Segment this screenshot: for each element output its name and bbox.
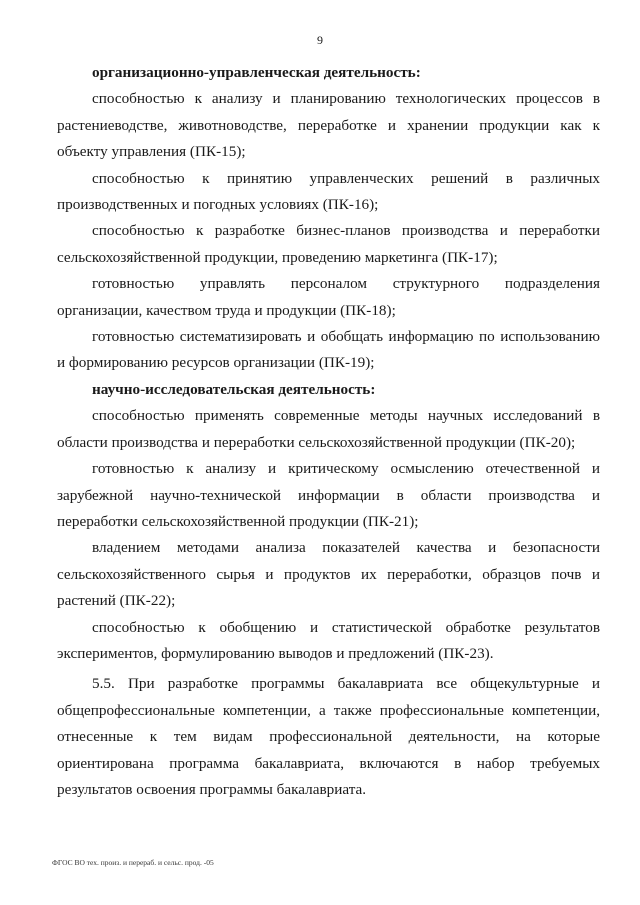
page-body	[57, 60, 600, 803]
section-heading-organizational: организационно-управленческая деятельность:	[92, 64, 421, 81]
competence-item-pk20: способностью применять современные методы научных исследований в области производства и переработки сельскохозяйственной продукции (ПК-20);	[57, 407, 600, 451]
section-heading-research: научно-исследовательская деятельность:	[92, 380, 376, 398]
competence-item-pk15: способностью к анализу и планированию технологических процессов в растениеводстве, животноводстве, переработке и хранении продукции как к объекту управления (ПК-15);	[57, 90, 600, 161]
competence-item-pk22: владением методами анализа показателей качества и безопасности сельскохозяйственного сырья и продуктов их переработки, образцов почв и растений (ПК-22);	[57, 539, 600, 610]
competence-item-pk18: готовностью управлять персоналом структурного подразделения организации, качеством труда и продукции (ПК-18);	[57, 275, 600, 319]
competence-item-pk21: готовностью к анализу и критическому осмыслению отечественной и зарубежной научно-технической информации в области производства и переработки сельскохозяйственной продукции (ПК-21);	[57, 460, 600, 530]
page-number: 9	[317, 33, 323, 47]
competence-item-pk16: способностью к принятию управленческих решений в различных производственных и погодных условиях (ПК-16);	[57, 169, 600, 214]
competence-item-pk17: способностью к разработке бизнес-планов производства и переработки сельскохозяйственной продукции, проведению маркетинга (ПК-17);	[57, 222, 600, 266]
competence-item-pk23: способностью к обобщению и статистической обработке результатов экспериментов, формулированию выводов и предложений (ПК-23).	[57, 618, 600, 662]
section-5-5-paragraph: 5.5. При разработке программы бакалавриата все общекультурные и общепрофессиональные компетенции, а также профессиональные компетенции, отнесенные к тем видам профессиональной деятельности, на которые ориентирована программа бакалавриата, включаются в набор требуемых результатов освоения программы бакалавриата.	[57, 675, 600, 798]
page-footer: ФГОС ВО тех. произ. и перераб. и сельс. прод. -05	[52, 858, 214, 867]
competence-item-pk19: готовностью систематизировать и обобщать информацию по использованию и формированию ресурсов организации (ПК-19);	[57, 328, 600, 372]
